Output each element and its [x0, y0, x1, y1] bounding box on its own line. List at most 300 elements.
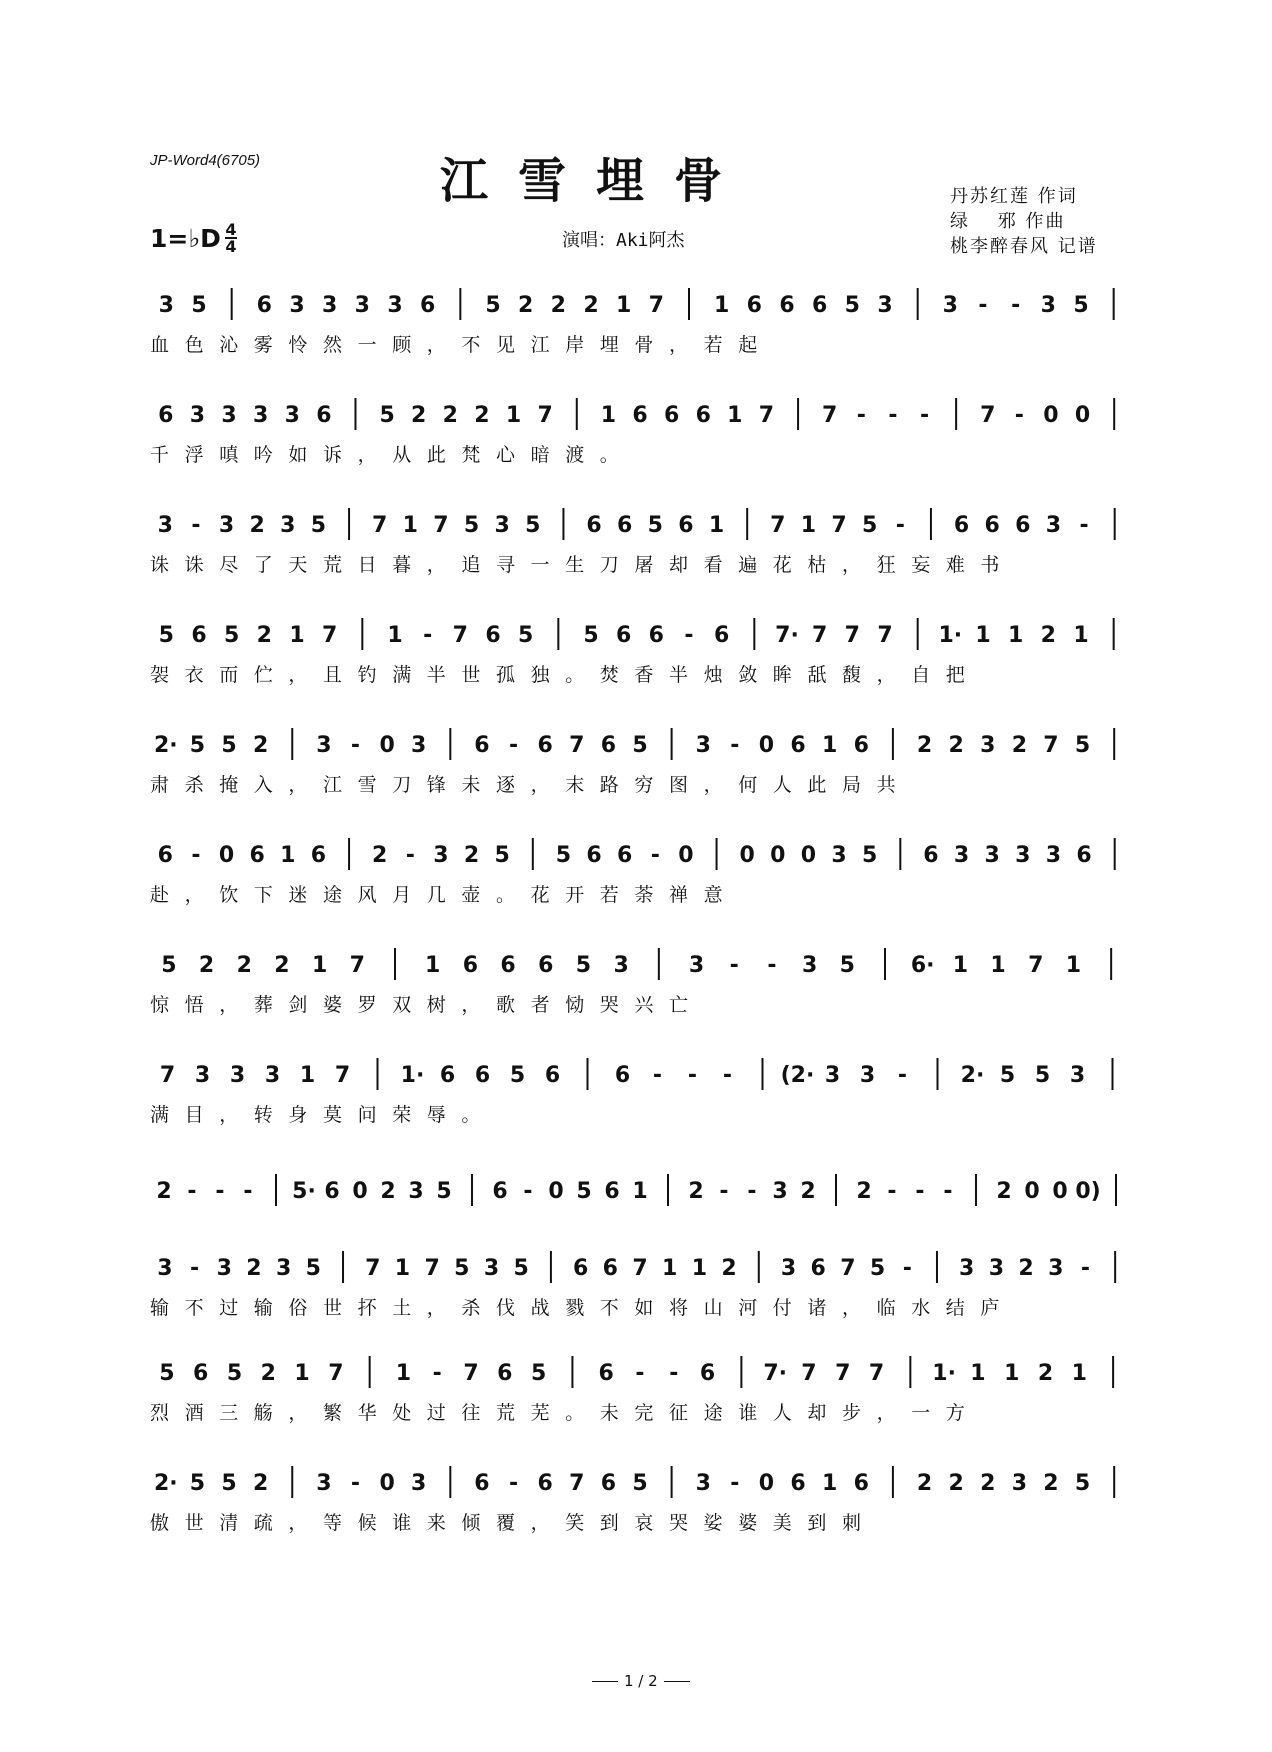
note: 5: [1074, 1471, 1091, 1496]
note: 3: [316, 1471, 332, 1496]
note: 6: [462, 953, 479, 978]
note: 2: [948, 1471, 964, 1496]
note: -: [508, 733, 519, 758]
note: 7: [365, 1256, 381, 1281]
note: 5: [575, 953, 592, 978]
note: 6: [538, 953, 554, 978]
note: 2: [442, 403, 458, 428]
note: -: [1080, 1256, 1091, 1281]
note: 5: [999, 1063, 1016, 1088]
note: 0: [678, 843, 694, 868]
note: 3: [1069, 1063, 1086, 1088]
notation-line: [150, 832, 1130, 876]
note: 2: [156, 1179, 172, 1204]
note: 7: [334, 1063, 351, 1088]
singer-credit: 演唱：Aki阿杰: [562, 230, 685, 251]
note: 5: [530, 1361, 547, 1386]
note: 3: [322, 293, 338, 318]
note: 2: [1011, 733, 1028, 758]
lyric-line: 袈衣而伫，且钓满半世孤独。焚香半烛敛眸舐馥，自把: [150, 664, 981, 686]
note: 5: [632, 1471, 648, 1496]
note: -: [669, 1361, 679, 1386]
note: 0: [758, 733, 775, 758]
key-signature: [150, 222, 237, 254]
note: 6: [191, 623, 207, 648]
note: -: [523, 1179, 533, 1204]
key-label: 1=♭D: [150, 223, 221, 253]
note: 6: [648, 623, 664, 648]
note: 6: [617, 843, 633, 868]
note: 5: [1074, 733, 1091, 758]
note: 1: [800, 513, 817, 538]
note: 3: [157, 1256, 173, 1281]
note: 2: [800, 1179, 816, 1204]
note: -: [856, 403, 866, 428]
note: 7: [632, 1256, 648, 1281]
note: 0: [770, 843, 786, 868]
note: 7: [349, 953, 365, 978]
note: 3: [387, 293, 403, 318]
note: 5: [221, 1471, 237, 1496]
note: 6: [602, 1256, 618, 1281]
note: 6: [746, 293, 762, 318]
note: 2: [1037, 1361, 1054, 1386]
note: 1: [600, 403, 617, 428]
note: -: [650, 843, 660, 868]
note: -: [895, 513, 905, 538]
note: -: [1014, 403, 1024, 428]
note: 1: [691, 1256, 708, 1281]
note: 6: [474, 1063, 491, 1088]
note: 3: [229, 1063, 246, 1088]
note: 6: [474, 1471, 490, 1496]
note: 6: [544, 1063, 561, 1088]
note: 5: [647, 513, 663, 538]
note: -: [943, 1179, 953, 1204]
note: 2: [1018, 1256, 1034, 1281]
notation-line: [150, 1168, 1130, 1212]
note: 6: [310, 843, 327, 868]
note: 1: [425, 953, 441, 978]
note: 3: [157, 513, 173, 538]
note: 1: [990, 953, 1006, 978]
note: -: [684, 623, 694, 648]
note: 3: [433, 843, 449, 868]
note: 2: [1040, 623, 1056, 648]
note: 0: [800, 843, 817, 868]
note: 1: [1008, 623, 1024, 648]
note: 6: [678, 513, 694, 538]
note: 3: [688, 953, 705, 978]
note: 6: [474, 733, 490, 758]
note: 1·: [938, 623, 963, 648]
note: 6: [537, 733, 553, 758]
note: 1: [662, 1256, 678, 1281]
note: 5: [159, 1361, 175, 1386]
note: 5: [189, 1471, 206, 1496]
note: 5: [862, 843, 878, 868]
notation-line: [150, 1245, 1130, 1289]
note: 7: [840, 1256, 856, 1281]
note: 0: [218, 843, 235, 868]
note: -: [635, 1361, 645, 1386]
note: 7: [537, 403, 553, 428]
note: 6: [779, 293, 795, 318]
note: 2: [721, 1256, 737, 1281]
notation-line: [150, 722, 1130, 766]
notation-line: [150, 282, 1130, 326]
note: 6: [420, 293, 436, 318]
note: 3: [695, 1471, 711, 1496]
notation-line: [150, 1052, 1130, 1096]
note: 6: [586, 513, 602, 538]
time-signature: [225, 222, 237, 254]
note: 6: [598, 1361, 614, 1386]
note: 3: [984, 843, 1000, 868]
note: 2: [256, 623, 272, 648]
note: 2·: [153, 1471, 178, 1496]
note: 3: [194, 1063, 211, 1088]
note: -: [719, 1179, 729, 1204]
note: 6: [249, 843, 265, 868]
note: 5: [509, 1063, 526, 1088]
note: 0: [739, 843, 755, 868]
note: -: [915, 1179, 925, 1204]
note: 7: [463, 1361, 479, 1386]
note: 1: [1073, 623, 1089, 648]
note: 6: [537, 1471, 553, 1496]
note: 1: [402, 513, 418, 538]
note: 3: [411, 733, 427, 758]
note: 7: [758, 403, 775, 428]
lyric-line: 输不过输俗世抔土，杀伐战戮不如将山河付诸，临水结庐: [150, 1297, 1016, 1319]
note: 0: [1052, 1179, 1068, 1204]
note: 3: [942, 293, 958, 318]
lyric-line: 血色沁雾怜然一顾，不见江岸埋骨，若起: [150, 334, 773, 356]
note: 3: [613, 953, 629, 978]
note: 3: [1045, 513, 1062, 538]
note: 5: [189, 733, 206, 758]
note: 3: [221, 403, 237, 428]
note: -: [350, 733, 361, 758]
note: 1: [1065, 953, 1082, 978]
note: 2: [198, 953, 215, 978]
note: 3: [411, 1471, 427, 1496]
lyric-line: 千浮嗔吟如诉，从此梵心暗渡。: [150, 444, 635, 466]
note: 2: [916, 1471, 933, 1496]
note: 1: [299, 1063, 316, 1088]
note: 1·: [400, 1063, 425, 1088]
note: 1: [505, 403, 522, 428]
note: 6: [497, 1361, 513, 1386]
note: 2: [916, 733, 933, 758]
note: 5: [576, 1179, 592, 1204]
note: 7: [770, 513, 786, 538]
note: 5: [513, 1256, 529, 1281]
note: 6: [714, 623, 730, 648]
time-sig-bottom: 4: [225, 237, 237, 256]
note: -: [730, 733, 740, 758]
note: 5: [224, 623, 240, 648]
note: 7: [328, 1361, 344, 1386]
note: -: [902, 1256, 912, 1281]
note: -: [887, 1179, 897, 1204]
note: 6: [695, 403, 711, 428]
note: 6: [316, 403, 332, 428]
lyricist-credit: 丹苏红莲 作词: [950, 186, 1078, 207]
note: 3: [280, 513, 296, 538]
note: 2: [246, 1256, 262, 1281]
note: -: [767, 953, 777, 978]
lyric-line: 满目，转身莫问荣辱。: [150, 1104, 497, 1126]
note: 6: [853, 733, 869, 758]
note: 3: [1045, 843, 1062, 868]
note: (2·: [780, 1063, 815, 1088]
note: 3: [1048, 1256, 1064, 1281]
note: 3: [959, 1256, 975, 1281]
note: -: [897, 1063, 908, 1088]
note: -: [730, 1471, 740, 1496]
note: 5: [632, 733, 648, 758]
note: 5: [161, 953, 177, 978]
note: 5: [463, 513, 480, 538]
page-number: 1 / 2: [586, 1672, 696, 1690]
note: 2·: [960, 1063, 985, 1088]
note: 2: [550, 293, 566, 318]
note: 6: [500, 953, 516, 978]
lyric-line: 赴，饮下迷途风月几壶。花开若荼禅意: [150, 884, 739, 906]
note: 3: [316, 733, 332, 758]
note: -: [187, 1179, 197, 1204]
note: 0: [1074, 403, 1091, 428]
note: 5: [305, 1256, 321, 1281]
note: 3: [1011, 1471, 1028, 1496]
lyric-line: 傲世清疏，等候谁来倾覆，笑到哀哭娑婆美到刺: [150, 1512, 877, 1534]
note: 1: [727, 403, 743, 428]
note: 7: [868, 1361, 885, 1386]
note: 2: [411, 403, 427, 428]
note: 7: [648, 293, 664, 318]
note: 6: [1076, 843, 1092, 868]
note: 7: [801, 1361, 817, 1386]
note: 6: [790, 1471, 806, 1496]
note: 3: [189, 403, 206, 428]
note: 7: [569, 1471, 585, 1496]
note: 6: [572, 1256, 589, 1281]
note: 1: [822, 1471, 838, 1496]
note: -: [243, 1179, 253, 1204]
note: 7: [835, 1361, 851, 1386]
note: 2: [518, 293, 534, 318]
note: -: [729, 953, 739, 978]
note: 3: [988, 1256, 1005, 1281]
note: 6: [632, 403, 648, 428]
note: 7: [980, 403, 996, 428]
note: 6: [485, 623, 501, 648]
note: 1: [952, 953, 969, 978]
note: 3: [354, 293, 370, 318]
note: 1: [1071, 1361, 1087, 1386]
note: 0: [548, 1179, 564, 1204]
note: -: [919, 403, 930, 428]
note: 2·: [153, 733, 178, 758]
lyric-line: 惊悟，葬剑婆罗双树，歌者恸哭兴亡: [150, 994, 704, 1016]
note: -: [1011, 293, 1021, 318]
note: 6: [586, 843, 602, 868]
note: -: [191, 513, 201, 538]
note: 2: [249, 513, 265, 538]
note: 3: [780, 1256, 797, 1281]
note: 6: [984, 513, 1000, 538]
note: 2: [856, 1179, 872, 1204]
note: -: [508, 1471, 519, 1496]
note: 3: [953, 843, 970, 868]
note: 7: [822, 403, 838, 428]
note: -: [405, 843, 415, 868]
lyric-line: 肃杀掩入，江雪刀锋未逐，末路穷图，何人此局共: [150, 774, 912, 796]
note: 3: [859, 1063, 876, 1088]
note: 5: [454, 1256, 470, 1281]
note: 2: [996, 1179, 1012, 1204]
note: 6: [600, 733, 617, 758]
note: 2: [1043, 1471, 1059, 1496]
note: 3: [252, 403, 269, 428]
note: 6: [953, 513, 970, 538]
note: 5: [518, 623, 534, 648]
note: 6: [604, 1179, 620, 1204]
note: 5: [1034, 1063, 1051, 1088]
note: 1: [822, 733, 838, 758]
note: 7: [1028, 953, 1044, 978]
notation-line: [150, 502, 1130, 546]
note: 1: [1004, 1361, 1020, 1386]
note: 2: [474, 403, 490, 428]
note: 1: [975, 623, 991, 648]
note: 1: [387, 623, 403, 648]
note: 2: [372, 843, 388, 868]
note: 5: [494, 843, 510, 868]
note: 1·: [932, 1361, 956, 1386]
note: 6: [256, 293, 272, 318]
note: 1: [395, 1361, 412, 1386]
lyric-line: 烈酒三觞，繁华处过往荒芜。未完征途谁人却步，一方: [150, 1402, 981, 1424]
note: 7: [1043, 733, 1059, 758]
note: 7: [877, 623, 893, 648]
note: -: [978, 293, 988, 318]
note: -: [652, 1063, 663, 1088]
note: 0: [1024, 1179, 1040, 1204]
note: 3: [218, 513, 235, 538]
note: 6: [617, 513, 633, 538]
note: 5: [1073, 293, 1089, 318]
note: 2: [380, 1179, 396, 1204]
note: 2: [236, 953, 252, 978]
note: 7: [433, 513, 449, 538]
notation-line: [150, 942, 1130, 986]
note: 6: [193, 1361, 209, 1386]
software-label: JP-Word4(6705): [150, 152, 261, 169]
lyric-line: 诛诛尽了天荒日暮，追寻一生刀屠却看遍花枯，狂妄难书: [150, 554, 1016, 576]
note: 2: [252, 733, 269, 758]
note: 1: [289, 623, 305, 648]
note: 3: [801, 953, 818, 978]
note: 6: [810, 1256, 826, 1281]
notation-line: [150, 1460, 1130, 1504]
note: 7: [322, 623, 338, 648]
note: 7: [844, 623, 860, 648]
note: 6: [1015, 513, 1031, 538]
note: 1: [708, 513, 725, 538]
note: 5: [555, 843, 572, 868]
note: -: [432, 1361, 442, 1386]
note: 1: [311, 953, 328, 978]
note: 2: [252, 1471, 269, 1496]
note: 6: [614, 1063, 631, 1088]
notation-line: [150, 1350, 1130, 1394]
note: -: [722, 1063, 733, 1088]
note: 5: [839, 953, 855, 978]
credits-block: [950, 184, 1098, 259]
note: 1: [280, 843, 296, 868]
note: 3: [831, 843, 847, 868]
note: 7: [831, 513, 847, 538]
notation-line: [150, 392, 1130, 436]
note: 2: [260, 1361, 276, 1386]
note: 6: [663, 403, 680, 428]
time-sig-top: 4: [225, 220, 237, 239]
note: 6: [699, 1361, 716, 1386]
note: 3: [158, 293, 174, 318]
note: 5: [158, 623, 174, 648]
note: 2: [463, 843, 480, 868]
note: 2: [688, 1179, 704, 1204]
note: 3: [408, 1179, 424, 1204]
note: 7: [569, 733, 585, 758]
note: 5: [436, 1179, 452, 1204]
note: -: [687, 1063, 698, 1088]
note: 3: [264, 1063, 281, 1088]
note: 3: [1015, 843, 1031, 868]
note: 3: [824, 1063, 841, 1088]
note: -: [189, 1256, 200, 1281]
note: 3: [1040, 293, 1056, 318]
song-title: 江雪埋骨: [440, 153, 753, 209]
note: 1: [970, 1361, 986, 1386]
note: 1: [714, 293, 730, 318]
note: 1: [616, 293, 632, 318]
note: -: [423, 623, 433, 648]
note: -: [1079, 513, 1089, 538]
note: 3: [494, 513, 510, 538]
note: 1: [394, 1256, 411, 1281]
note: 5·: [292, 1179, 316, 1204]
note: 3: [483, 1256, 500, 1281]
note: -: [215, 1179, 225, 1204]
note: 5: [525, 513, 541, 538]
note: 6: [616, 623, 632, 648]
note: 5: [221, 733, 237, 758]
note: 6: [492, 1179, 508, 1204]
note: -: [888, 403, 898, 428]
composer-credit: 绿 邪 作曲: [950, 211, 1066, 232]
note: 6·: [910, 953, 935, 978]
note: 7·: [775, 623, 799, 648]
note: 3: [980, 733, 996, 758]
note: 6: [157, 843, 173, 868]
note: -: [747, 1179, 757, 1204]
note: 5: [844, 293, 860, 318]
note: 3: [772, 1179, 788, 1204]
